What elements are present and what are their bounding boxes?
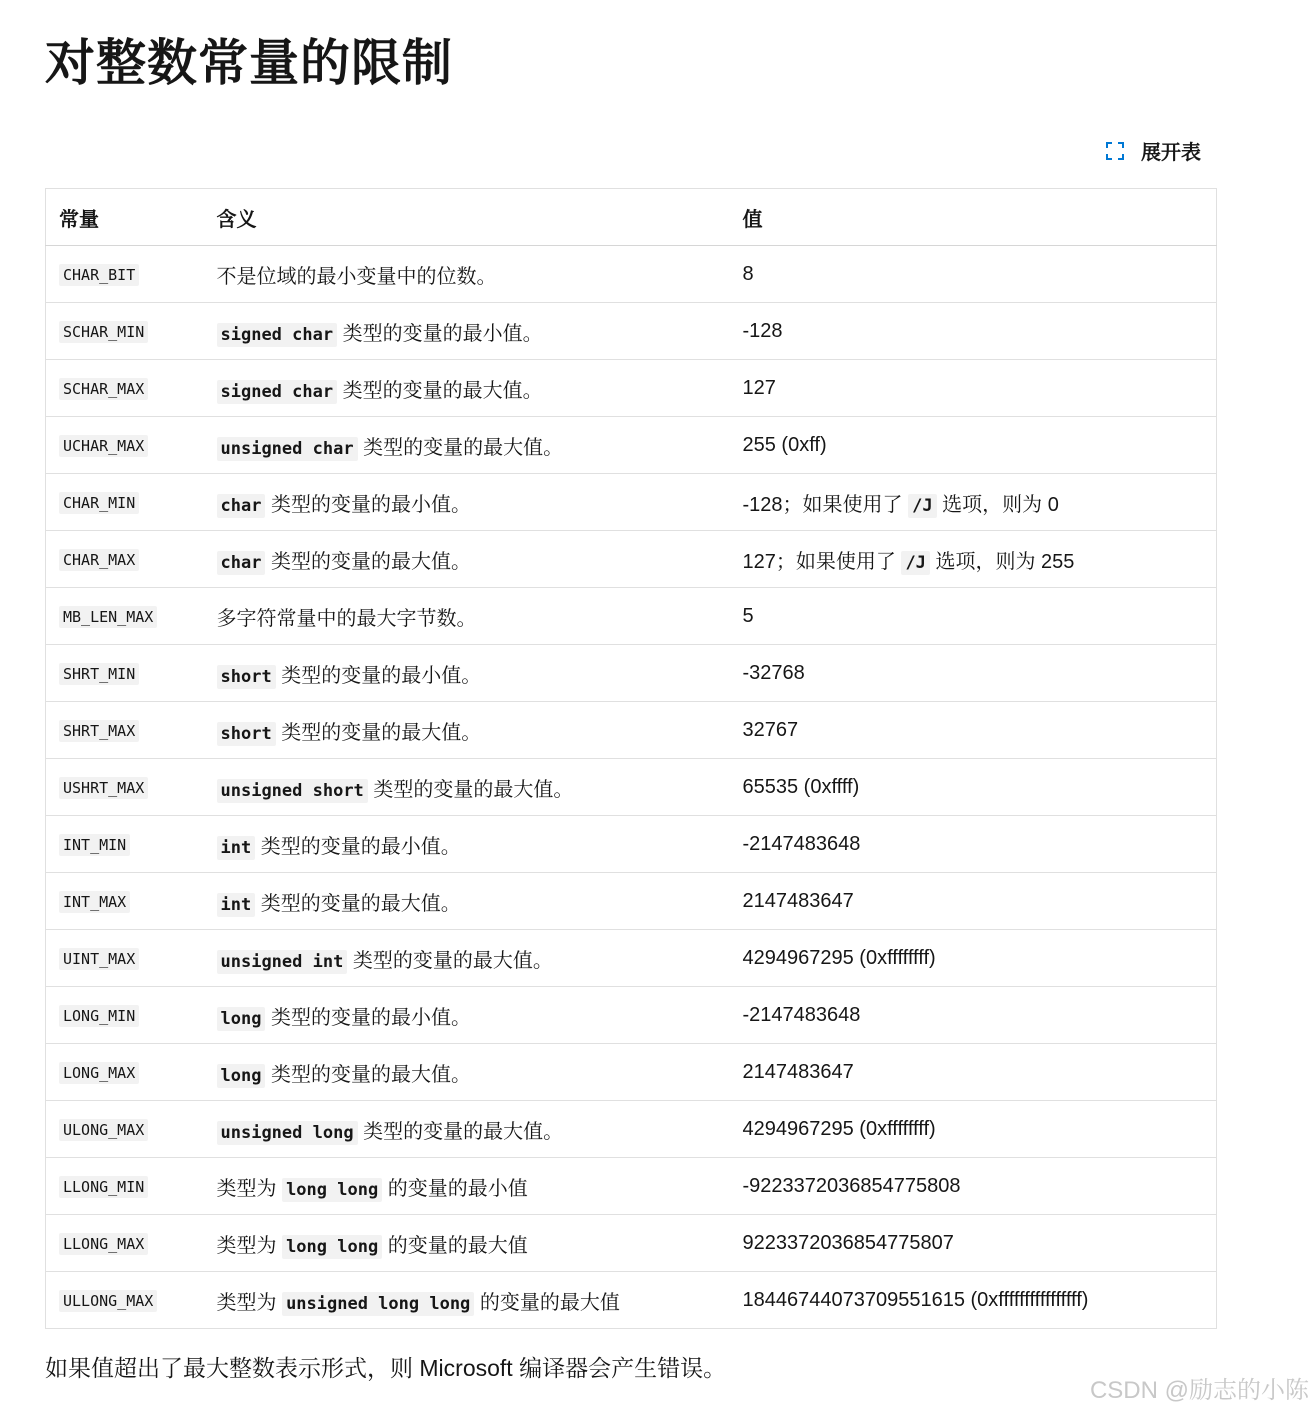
value-text: 255 (0xff)	[742, 433, 827, 456]
value-text: 2147483647	[742, 1060, 854, 1083]
table-row	[46, 759, 1217, 816]
cell-meaning	[204, 246, 730, 303]
cell-meaning	[204, 417, 730, 474]
meaning-text: 类型的变量的最小值。	[337, 322, 543, 345]
meaning-text: 多字符常量中的最大字节数。	[216, 607, 477, 630]
value-text: -9223372036854775808	[742, 1174, 961, 1197]
table-row	[46, 873, 1217, 930]
meaning-text: 类型为	[216, 1291, 283, 1314]
inline-code: unsigned int	[217, 950, 348, 974]
cell-value	[730, 1272, 1217, 1329]
cell-constant	[46, 531, 204, 588]
table-row	[46, 588, 1217, 645]
cell-value	[730, 702, 1217, 759]
cell-constant	[46, 417, 204, 474]
table-row	[46, 987, 1217, 1044]
constant-name: ULONG_MAX	[59, 1119, 148, 1141]
meaning-text: 类型的变量的最小值。	[265, 1006, 472, 1029]
value-text: 4294967295 (0xffffffff)	[742, 946, 936, 969]
cell-value	[730, 1044, 1217, 1101]
watermark: CSDN @励志的小陈	[1089, 1377, 1309, 1404]
cell-constant	[46, 930, 204, 987]
table-row	[46, 303, 1217, 360]
table-body	[46, 246, 1217, 1329]
value-text: 8	[742, 262, 754, 285]
table-row	[46, 816, 1217, 873]
table-row	[46, 417, 1217, 474]
cell-value	[730, 645, 1217, 702]
constant-name: SCHAR_MIN	[59, 321, 148, 343]
constant-name: UINT_MAX	[59, 948, 139, 970]
meaning-text: 类型的变量的最大值。	[337, 379, 543, 402]
cell-constant	[46, 1272, 204, 1329]
meaning-text: 类型为	[216, 1177, 283, 1200]
table-row	[46, 246, 1217, 303]
cell-meaning	[204, 588, 730, 645]
table-row	[46, 702, 1217, 759]
table-row	[46, 474, 1217, 531]
cell-constant	[46, 246, 204, 303]
cell-value	[730, 1158, 1217, 1215]
value-text: 18446744073709551615 (0xffffffffffffffff)	[742, 1288, 1089, 1311]
value-text: 65535 (0xffff)	[742, 775, 860, 798]
inline-code: long long	[282, 1235, 382, 1259]
value-text: -2147483648	[742, 1003, 861, 1026]
cell-meaning	[204, 474, 730, 531]
constant-name: INT_MIN	[59, 834, 130, 856]
table-row	[46, 1215, 1217, 1272]
meaning-text: 类型的变量的最小值。	[275, 664, 482, 687]
constant-name: LONG_MAX	[59, 1062, 139, 1084]
value-text: 32767	[742, 718, 799, 741]
meaning-text: 类型的变量的最大值。	[255, 892, 461, 915]
column-header-meaning: 含义	[204, 189, 730, 246]
table-header-row	[46, 189, 1217, 246]
cell-value	[730, 417, 1217, 474]
value-text: 选项，则为 255	[929, 550, 1075, 573]
cell-constant	[46, 588, 204, 645]
inline-code: /J	[901, 551, 929, 575]
meaning-text: 类型的变量的最大值。	[357, 1120, 564, 1143]
constant-name: MB_LEN_MAX	[59, 606, 157, 628]
cell-value	[730, 360, 1217, 417]
value-text: 127	[742, 376, 776, 399]
value-text: 5	[742, 604, 754, 627]
integer-limits-table	[45, 188, 1217, 1329]
inline-code: long	[217, 1007, 266, 1031]
cell-constant	[46, 873, 204, 930]
value-text: -128	[742, 319, 783, 342]
inline-code: char	[217, 494, 266, 518]
inline-code: char	[217, 551, 266, 575]
value-text: 2147483647	[742, 889, 854, 912]
constant-name: SHRT_MAX	[59, 720, 139, 742]
value-text: 9223372036854775807	[742, 1231, 954, 1254]
footer-note: 如果值超出了最大整数表示形式，则 Microsoft 编译器会产生错误。	[45, 1355, 727, 1381]
cell-value	[730, 474, 1217, 531]
cell-value	[730, 1215, 1217, 1272]
cell-meaning	[204, 816, 730, 873]
constant-name: UCHAR_MAX	[59, 435, 148, 457]
meaning-text: 的变量的最大值	[382, 1234, 528, 1257]
expand-table-label: 展开表	[1141, 142, 1201, 164]
table-row	[46, 1272, 1217, 1329]
value-text: -32768	[742, 661, 805, 684]
cell-constant	[46, 987, 204, 1044]
meaning-text: 类型的变量的最大值。	[367, 778, 574, 801]
inline-code: signed char	[217, 380, 338, 404]
inline-code: int	[217, 836, 256, 860]
cell-value	[730, 816, 1217, 873]
cell-meaning	[204, 1215, 730, 1272]
cell-constant	[46, 1044, 204, 1101]
constant-name: LONG_MIN	[59, 1005, 139, 1027]
cell-meaning	[204, 1158, 730, 1215]
table-row	[46, 1158, 1217, 1215]
cell-constant	[46, 645, 204, 702]
cell-value	[730, 1101, 1217, 1158]
cell-constant	[46, 816, 204, 873]
inline-code: short	[217, 722, 276, 746]
constant-name: SCHAR_MAX	[59, 378, 148, 400]
meaning-text: 类型的变量的最小值。	[255, 835, 461, 858]
column-header-constant: 常量	[46, 189, 204, 246]
meaning-text: 类型的变量的最大值。	[265, 550, 472, 573]
table-row	[46, 360, 1217, 417]
cell-constant	[46, 1158, 204, 1215]
cell-meaning	[204, 1101, 730, 1158]
table-row	[46, 930, 1217, 987]
cell-meaning	[204, 873, 730, 930]
cell-value	[730, 930, 1217, 987]
inline-code: unsigned long	[217, 1121, 358, 1145]
value-text: 选项，则为 0	[936, 493, 1059, 516]
cell-meaning	[204, 1272, 730, 1329]
page-title: 对整数常量的限制	[45, 35, 453, 91]
inline-code: signed char	[217, 323, 338, 347]
meaning-text: 类型的变量的最大值。	[357, 436, 564, 459]
constant-name: SHRT_MIN	[59, 663, 139, 685]
meaning-text: 类型的变量的最大值。	[265, 1063, 472, 1086]
table-row	[46, 1044, 1217, 1101]
cell-meaning	[204, 645, 730, 702]
inline-code: short	[217, 665, 276, 689]
cell-constant	[46, 360, 204, 417]
meaning-text: 的变量的最大值	[474, 1291, 620, 1314]
value-text: -2147483648	[742, 832, 861, 855]
meaning-text: 类型的变量的最小值。	[265, 493, 472, 516]
cell-meaning	[204, 759, 730, 816]
cell-meaning	[204, 531, 730, 588]
constant-name: LLONG_MAX	[59, 1233, 148, 1255]
constant-name: CHAR_MIN	[59, 492, 139, 514]
inline-code: unsigned short	[217, 779, 368, 803]
cell-value	[730, 303, 1217, 360]
cell-value	[730, 759, 1217, 816]
inline-code: int	[217, 893, 256, 917]
inline-code: long long	[282, 1178, 382, 1202]
cell-value	[730, 987, 1217, 1044]
cell-meaning	[204, 360, 730, 417]
cell-meaning	[204, 987, 730, 1044]
value-text: -128；如果使用了	[742, 493, 909, 516]
constant-name: CHAR_MAX	[59, 549, 139, 571]
cell-value	[730, 531, 1217, 588]
inline-code: long	[217, 1064, 266, 1088]
cell-value	[730, 873, 1217, 930]
meaning-text: 不是位域的最小变量中的位数。	[216, 265, 497, 288]
value-text: 4294967295 (0xffffffff)	[742, 1117, 936, 1140]
cell-constant	[46, 1215, 204, 1272]
meaning-text: 的变量的最小值	[382, 1177, 528, 1200]
inline-code: unsigned char	[217, 437, 358, 461]
constant-name: CHAR_BIT	[59, 264, 139, 286]
constant-name: LLONG_MIN	[59, 1176, 148, 1198]
meaning-text: 类型的变量的最大值。	[347, 949, 553, 972]
cell-value	[730, 246, 1217, 303]
inline-code: unsigned long long	[282, 1292, 474, 1316]
cell-constant	[46, 759, 204, 816]
cell-meaning	[204, 1044, 730, 1101]
inline-code: /J	[908, 494, 936, 518]
column-header-value: 值	[730, 189, 1217, 246]
table-row	[46, 645, 1217, 702]
cell-meaning	[204, 303, 730, 360]
constant-name: USHRT_MAX	[59, 777, 148, 799]
expand-icon	[1105, 141, 1125, 161]
cell-value	[730, 588, 1217, 645]
value-text: 127；如果使用了	[742, 550, 902, 573]
cell-constant	[46, 474, 204, 531]
expand-table-button[interactable]	[1105, 136, 1201, 165]
meaning-text: 类型的变量的最大值。	[275, 721, 482, 744]
cell-constant	[46, 702, 204, 759]
cell-meaning	[204, 930, 730, 987]
cell-meaning	[204, 702, 730, 759]
table-row	[46, 531, 1217, 588]
constant-name: ULLONG_MAX	[59, 1290, 157, 1312]
constant-name: INT_MAX	[59, 891, 130, 913]
table-row	[46, 1101, 1217, 1158]
meaning-text: 类型为	[216, 1234, 283, 1257]
cell-constant	[46, 1101, 204, 1158]
cell-constant	[46, 303, 204, 360]
